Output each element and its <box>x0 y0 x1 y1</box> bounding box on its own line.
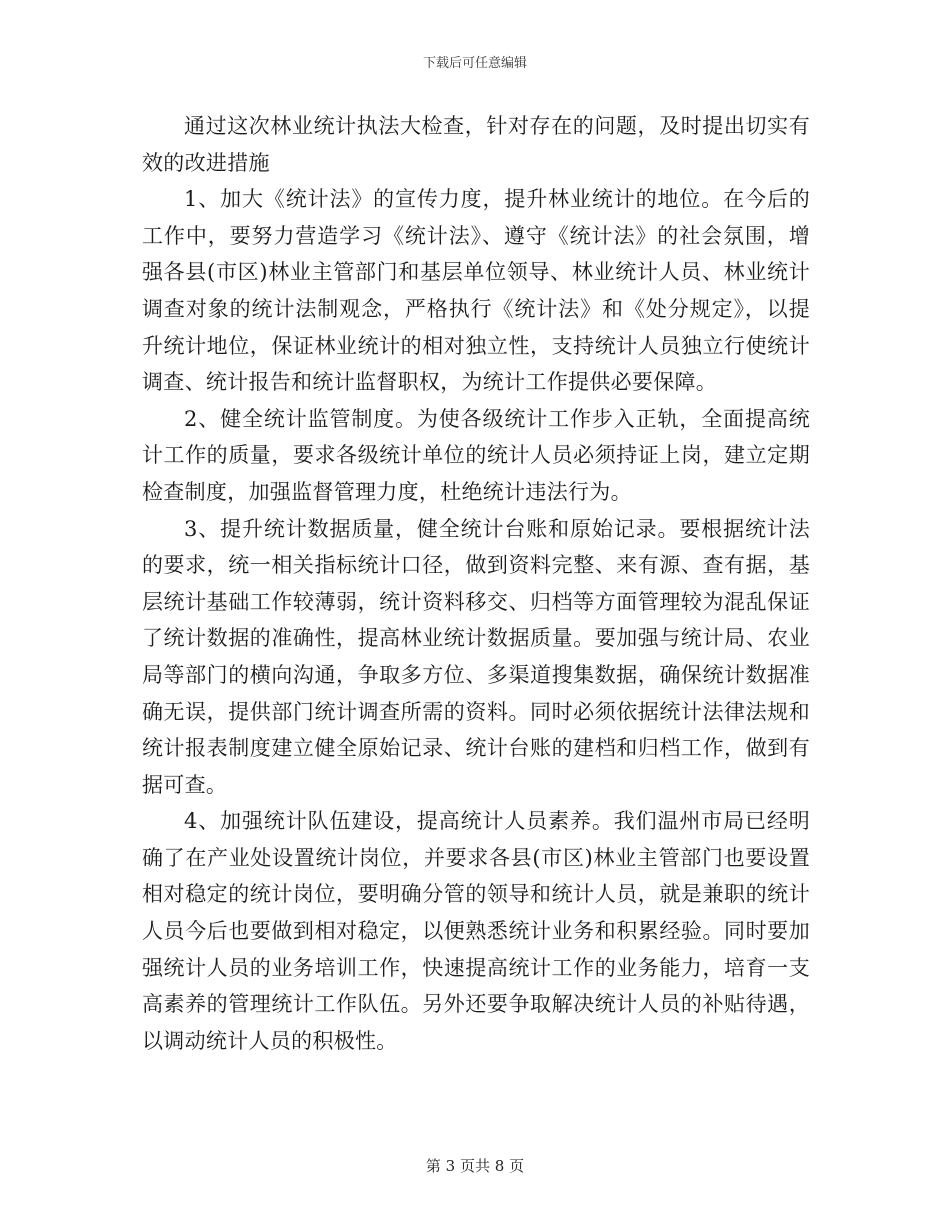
paragraph-item-1: 1、加大《统计法》的宣传力度，提升林业统计的地位。在今后的工作中，要努力营造学习《统计法》、遵守《统计法》的社会氛围，增强各县(市区)林业主管部门和基层单位领导、林业统计人员、林业统计调查对象的统计法制观念，严格执行《统计法》和《处分规定》，以提升统计地位，保证林业统计的相对独立性，支持统计人员独立行使统计调查、统计报告和统计监督职权，为统计工作提供必要保障。 <box>142 187 810 395</box>
paragraph-intro: 通过这次林业统计执法大检查，针对存在的问题，及时提出切实有效的改进措施 <box>142 114 810 175</box>
paragraph-item-3: 3、提升统计数据质量，健全统计台账和原始记录。要根据统计法的要求，统一相关指标统计口径，做到资料完整、来有源、查有据，基层统计基础工作较薄弱，统计资料移交、归档等方面管理较为混乱保证了统计数据的准确性，提高林业统计数据质量。要加强与统计局、农业局等部门的横向沟通，争取多方位、多渠道搜集数据，确保统计数据准确无误，提供部门统计调查所需的资料。同时必须依据统计法律法规和统计报表制度建立健全原始记录、统计台账的建档和归档工作，做到有据可查。 <box>142 516 810 797</box>
document-body <box>142 108 810 1059</box>
page-number: 第 3 页共 8 页 <box>425 1157 525 1175</box>
page-header-note: 下载后可任意编辑 <box>422 56 527 71</box>
paragraph-item-4: 4、加强统计队伍建设，提高统计人员素养。我们温州市局已经明确了在产业处设置统计岗位，并要求各县(市区)林业主管部门也要设置相对稳定的统计岗位，要明确分管的领导和统计人员，就是兼职的统计人员今后也要做到相对稳定，以便熟悉统计业务和积累经验。同时要加强统计人员的业务培训工作，快速提高统计工作的业务能力，培育一支高素养的管理统计工作队伍。另外还要争取解决统计人员的补贴待遇，以调动统计人员的积极性。 <box>142 809 810 1053</box>
paragraph-item-2: 2、健全统计监管制度。为使各级统计工作步入正轨，全面提高统计工作的质量，要求各级统计单位的统计人员必须持证上岗，建立定期检查制度，加强监督管理力度，杜绝统计违法行为。 <box>142 406 810 504</box>
